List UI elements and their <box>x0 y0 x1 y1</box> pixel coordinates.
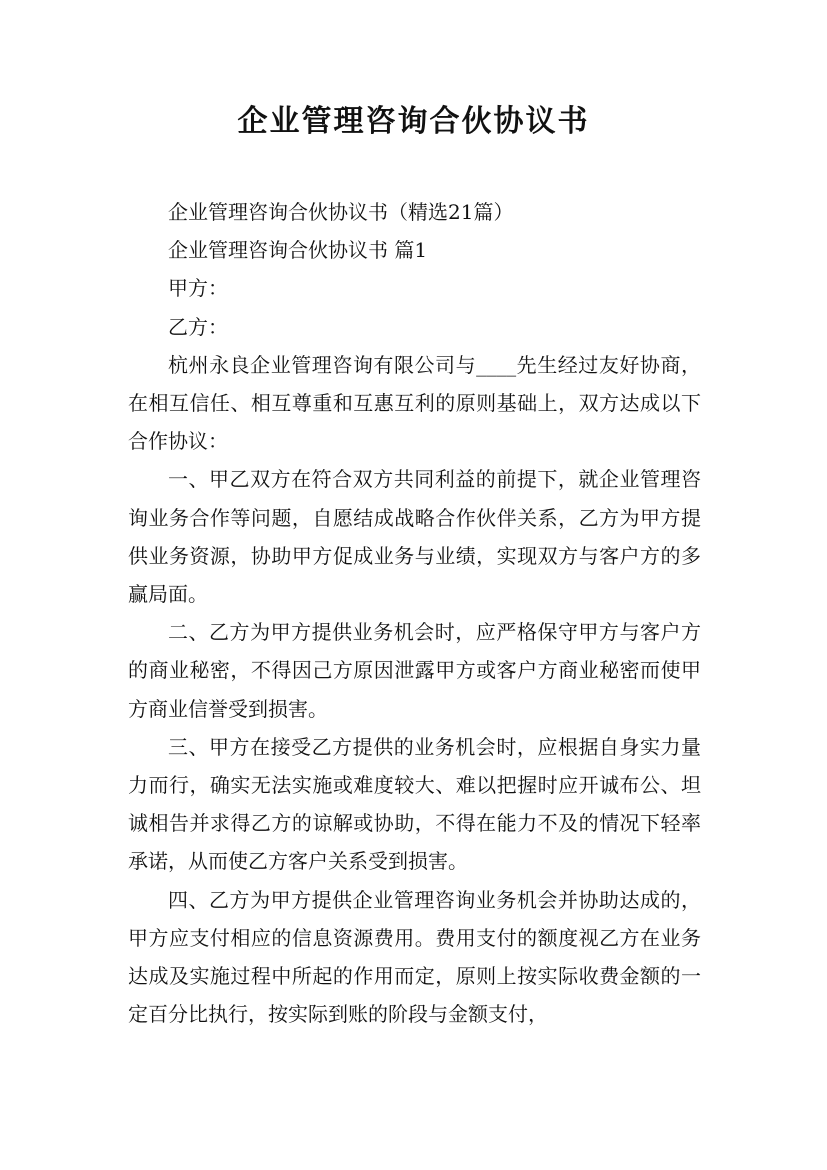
paragraph-clause-4: 四、乙方为甲方提供企业管理咨询业务机会并协助达成的，甲方应支付相应的信息资源费用。费用支付的额度视乙方在业务达成及实施过程中所起的作用而定，原则上按实际收费金额的一定百分比执行，按实际到账的阶段与金额支付， <box>128 887 701 1027</box>
paragraph-clause-3: 三、甲方在接受乙方提供的业务机会时，应根据自身实力量力而行，确实无法实施或难度较大、难以把握时应开诚布公、坦诚相告并求得乙方的谅解或协助，不得在能力不及的情况下轻率承诺，从而使乙方客户关系受到损害。 <box>128 734 701 874</box>
paragraph-party-b: 乙方： <box>168 314 228 339</box>
paragraph-clause-2: 二、乙方为甲方提供业务机会时，应严格保守甲方与客户方的商业秘密，不得因己方原因泄露甲方或客户方商业秘密而使甲方商业信誉受到损害。 <box>128 620 701 721</box>
document-body <box>128 193 701 1033</box>
document-title: 企业管理咨询合伙协议书 <box>237 104 590 139</box>
paragraph-section-heading: 企业管理咨询合伙协议书 篇1 <box>168 238 428 263</box>
paragraph-subtitle: 企业管理咨询合伙协议书（精选21篇） <box>168 200 514 224</box>
paragraph-clause-1: 一、甲乙双方在符合双方共同利益的前提下，就企业管理咨询业务合作等问题，自愿结成战略合作伙伴关系，乙方为甲方提供业务资源，协助甲方促成业务与业绩，实现双方与客户方的多赢局面。 <box>128 467 701 607</box>
paragraph-intro: 杭州永良企业管理咨询有限公司与____先生经过友好协商，在相互信任、相互尊重和互惠互利的原则基础上，双方达成以下合作协议： <box>128 352 701 454</box>
paragraph-party-a: 甲方： <box>168 276 228 301</box>
